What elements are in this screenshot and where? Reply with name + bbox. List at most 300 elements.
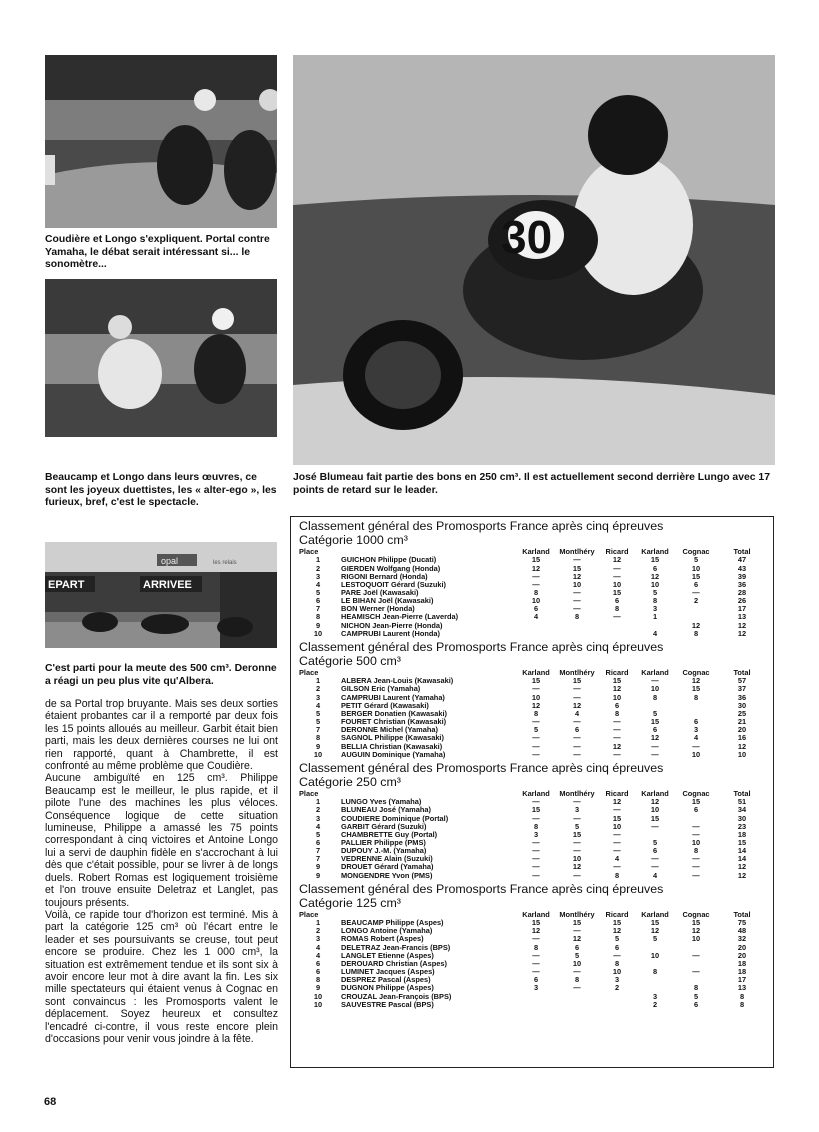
table-row <box>299 589 767 597</box>
points-cell: — <box>692 951 700 960</box>
rider-cell: COUDIERE Dominique (Portal) <box>341 814 449 823</box>
points-cell: 10 <box>691 564 701 573</box>
standings-section <box>299 519 767 638</box>
header-cell: Karland <box>641 910 669 919</box>
rider-cell: CROUZAL Jean-François (BPS) <box>341 992 452 1001</box>
points-cell: 10 <box>691 750 701 759</box>
points-cell: 15 <box>612 919 622 928</box>
rider-cell: CAMPRUBI Laurent (Yamaha) <box>341 693 445 702</box>
points-cell: 6 <box>533 976 539 985</box>
points-cell: 15 <box>691 919 701 928</box>
points-cell: 2 <box>693 597 699 606</box>
article-text <box>45 698 278 1045</box>
points-cell: 4 <box>533 613 539 622</box>
place-cell: 3 <box>315 935 321 944</box>
points-cell: — <box>651 750 659 759</box>
points-cell: 12 <box>612 798 622 807</box>
total-cell: 32 <box>737 935 747 944</box>
rider-cell: FOURET Christian (Kawasaki) <box>341 718 447 727</box>
table-row <box>299 855 767 863</box>
points-cell: — <box>532 572 540 581</box>
standings-title: Classement général des Promosports France après cinq épreuves <box>299 519 664 533</box>
points-cell: 12 <box>650 798 660 807</box>
points-cell: 12 <box>650 927 660 936</box>
caption-mid-left: Beaucamp et Longo dans leurs œuvres, ce sont les joyeux duettistes, les « alter-ego », les furieux, bref, c'est le spectacle. <box>45 472 277 509</box>
points-cell: 6 <box>693 718 699 727</box>
rider-cell: DUGNON Philippe (Aspes) <box>341 984 434 993</box>
caption-top-left: Coudière et Longo s'expliquent. Portal contre Yamaha, le débat serait intéressant si... le sonomètre... <box>45 234 270 271</box>
points-cell: 12 <box>650 734 660 743</box>
table-row <box>299 718 767 726</box>
header-cell: Karland <box>641 669 669 678</box>
points-cell <box>555 622 599 630</box>
place-cell: 1 <box>315 677 321 686</box>
points-cell: — <box>651 677 659 686</box>
points-cell: 15 <box>572 830 582 839</box>
total-cell: 26 <box>737 597 747 606</box>
standings-section <box>299 640 767 759</box>
place-cell: 7 <box>315 847 321 856</box>
table-row <box>299 556 767 564</box>
standings-table <box>299 790 767 880</box>
total-cell: 12 <box>737 629 747 638</box>
points-cell: — <box>692 968 700 977</box>
points-cell: — <box>532 951 540 960</box>
points-cell: 4 <box>693 734 699 743</box>
rider-cell: DUPOUY J.-M. (Yamaha) <box>341 847 427 856</box>
points-cell <box>675 960 717 968</box>
points-cell: 3 <box>614 976 620 985</box>
place-cell: 7 <box>315 605 321 614</box>
points-cell: 3 <box>574 806 580 815</box>
standings-section <box>299 882 767 1009</box>
banner-opal: opal <box>161 556 179 566</box>
total-cell: 18 <box>737 968 747 977</box>
points-cell: 4 <box>614 855 620 864</box>
table-row <box>299 839 767 847</box>
points-cell <box>635 944 675 952</box>
total-cell: 20 <box>737 943 747 952</box>
points-cell: 8 <box>574 613 580 622</box>
header-place: Place <box>299 669 319 678</box>
place-cell: 2 <box>315 927 321 936</box>
header-cell: Karland <box>522 548 550 557</box>
place-cell: 9 <box>315 984 321 993</box>
header-rider <box>337 911 517 919</box>
points-cell: 10 <box>572 855 582 864</box>
place-cell: 3 <box>315 693 321 702</box>
points-cell <box>555 1001 599 1009</box>
points-cell: — <box>613 726 621 735</box>
points-cell: — <box>573 588 581 597</box>
points-cell: 10 <box>691 838 701 847</box>
points-cell: 4 <box>652 871 658 880</box>
total-cell: 14 <box>737 847 747 856</box>
header-cell: Karland <box>641 790 669 799</box>
total-cell: 18 <box>737 959 747 968</box>
rider-cell: GARBIT Gérard (Suzuki) <box>341 822 427 831</box>
points-cell: 6 <box>614 597 620 606</box>
points-cell: 5 <box>574 822 580 831</box>
table-row <box>299 919 767 927</box>
points-cell: — <box>651 742 659 751</box>
header-place: Place <box>299 910 319 919</box>
photo-blumeau-main <box>293 55 775 465</box>
place-cell: 4 <box>315 943 321 952</box>
header-rider <box>337 669 517 677</box>
total-cell: 39 <box>737 572 747 581</box>
points-cell: 6 <box>614 943 620 952</box>
points-cell: — <box>613 951 621 960</box>
points-cell: 5 <box>652 838 658 847</box>
rider-cell: DERONNE Michel (Yamaha) <box>341 726 438 735</box>
place-cell: 7 <box>315 726 321 735</box>
rider-cell: SAGNOL Philippe (Kawasaki) <box>341 734 444 743</box>
points-cell: — <box>573 838 581 847</box>
place-cell: 6 <box>315 597 321 606</box>
points-cell <box>517 622 555 630</box>
points-cell <box>599 622 635 630</box>
total-cell: 13 <box>737 984 747 993</box>
table-row <box>299 630 767 638</box>
points-cell: 10 <box>691 935 701 944</box>
total-cell: 36 <box>737 580 747 589</box>
points-cell: — <box>573 968 581 977</box>
points-cell <box>675 702 717 710</box>
standings-title: Classement général des Promosports France après cinq épreuves <box>299 639 664 654</box>
points-cell: 15 <box>531 806 541 815</box>
points-cell <box>675 944 717 952</box>
rider-cell: LESTOQUOIT Gérard (Suzuki) <box>341 580 446 589</box>
points-cell: — <box>613 863 621 872</box>
header-cell: Karland <box>522 790 550 799</box>
points-cell: 10 <box>572 959 582 968</box>
points-cell <box>635 702 675 710</box>
rider-cell: GIERDEN Wolfgang (Honda) <box>341 564 441 573</box>
points-cell: 6 <box>693 580 699 589</box>
table-row <box>299 952 767 960</box>
table-header-row <box>299 669 767 677</box>
place-cell: 9 <box>315 621 321 630</box>
points-cell: 15 <box>691 685 701 694</box>
total-cell: 47 <box>737 556 747 565</box>
table-row <box>299 993 767 1001</box>
place-cell: 8 <box>315 976 321 985</box>
table-row <box>299 831 767 839</box>
total-cell: 12 <box>737 621 747 630</box>
header-cell: Total <box>733 910 751 919</box>
photo-two-riders-duel <box>45 279 277 437</box>
points-cell: — <box>692 742 700 751</box>
header-place: Place <box>299 790 319 799</box>
points-cell: — <box>613 847 621 856</box>
table-row <box>299 726 767 734</box>
points-cell: 8 <box>652 597 658 606</box>
table-row <box>299 565 767 573</box>
table-header-row <box>299 790 767 798</box>
page-number: 68 <box>44 1096 57 1108</box>
points-cell: 3 <box>652 605 658 614</box>
points-cell: 3 <box>533 984 539 993</box>
total-cell: 48 <box>737 927 747 936</box>
rider-cell: BELLIA Christian (Kawasaki) <box>341 742 443 751</box>
points-cell: — <box>532 871 540 880</box>
points-cell: 5 <box>574 951 580 960</box>
place-cell: 1 <box>315 556 321 565</box>
points-cell: 10 <box>612 580 622 589</box>
points-cell: 10 <box>531 597 541 606</box>
points-cell: 15 <box>612 814 622 823</box>
points-cell: 12 <box>612 927 622 936</box>
place-cell: 5 <box>315 709 321 718</box>
table-row <box>299 573 767 581</box>
points-cell: — <box>573 685 581 694</box>
points-cell: 15 <box>531 677 541 686</box>
standings-box <box>290 516 774 1068</box>
points-cell: 8 <box>652 968 658 977</box>
points-cell <box>517 993 555 1001</box>
header-cell: Cognac <box>682 669 710 678</box>
points-cell: 8 <box>614 871 620 880</box>
points-cell: — <box>651 863 659 872</box>
points-cell: 3 <box>533 830 539 839</box>
points-cell: 10 <box>650 951 660 960</box>
rider-cell: ALBERA Jean-Louis (Kawasaki) <box>341 677 454 686</box>
points-cell: 1 <box>652 613 658 622</box>
points-cell <box>635 960 675 968</box>
place-cell: 1 <box>315 798 321 807</box>
total-cell: 13 <box>737 613 747 622</box>
total-cell: 17 <box>737 605 747 614</box>
total-cell: 51 <box>737 798 747 807</box>
place-cell: 5 <box>315 718 321 727</box>
rider-cell: DROUET Gérard (Yamaha) <box>341 863 434 872</box>
points-cell <box>635 984 675 992</box>
place-cell: 10 <box>313 992 323 1001</box>
points-cell: 12 <box>572 863 582 872</box>
points-cell: 8 <box>693 847 699 856</box>
points-cell: 12 <box>650 572 660 581</box>
points-cell: 10 <box>650 806 660 815</box>
standings-title: Classement général des Promosports France après cinq épreuves <box>299 760 664 775</box>
rider-cell: MONGENDRE Yvon (PMS) <box>341 871 433 880</box>
header-rider <box>337 790 517 798</box>
header-cell: Cognac <box>682 910 710 919</box>
points-cell: 6 <box>574 726 580 735</box>
points-cell: — <box>532 959 540 968</box>
rider-cell: LUNGO Yves (Yamaha) <box>341 798 422 807</box>
rider-cell: SAUVESTRE Pascal (BPS) <box>341 1000 434 1009</box>
points-cell: 8 <box>533 709 539 718</box>
points-cell: 10 <box>572 580 582 589</box>
points-cell: — <box>532 847 540 856</box>
rider-cell: BON Werner (Honda) <box>341 605 415 614</box>
place-cell: 9 <box>315 871 321 880</box>
table-row <box>299 685 767 693</box>
rider-cell: DELETRAZ Jean-Francis (BPS) <box>341 943 451 952</box>
table-row <box>299 806 767 814</box>
rider-cell: LUMINET Jacques (Aspes) <box>341 968 435 977</box>
rider-cell: CAMPRUBI Laurent (Honda) <box>341 629 440 638</box>
points-cell: 8 <box>533 822 539 831</box>
points-cell: 4 <box>574 709 580 718</box>
points-cell: — <box>692 863 700 872</box>
total-cell: 14 <box>737 855 747 864</box>
caption-main: José Blumeau fait partie des bons en 250 cm³. Il est actuellement second derrière Lungo avec 17 points de retard sur le leader. <box>293 472 770 496</box>
header-cell: Montlhéry <box>559 790 595 799</box>
points-cell: 8 <box>614 605 620 614</box>
points-cell: — <box>573 734 581 743</box>
place-cell: 6 <box>315 838 321 847</box>
total-cell: 30 <box>737 701 747 710</box>
standings-title: Classement général des Promosports France après cinq épreuves <box>299 881 664 896</box>
total-cell: 20 <box>737 951 747 960</box>
points-cell <box>517 630 555 638</box>
header-cell: Cognac <box>682 548 710 557</box>
points-cell: 15 <box>650 814 660 823</box>
points-cell: 15 <box>691 798 701 807</box>
table-row <box>299 976 767 984</box>
total-cell: 25 <box>737 709 747 718</box>
place-cell: 9 <box>315 742 321 751</box>
rider-cell: AUGUIN Dominique (Yamaha) <box>341 750 446 759</box>
points-cell: 8 <box>533 588 539 597</box>
place-cell: 3 <box>315 572 321 581</box>
points-cell: — <box>613 564 621 573</box>
bike-number: 30 <box>501 211 553 263</box>
header-cell: Montlhéry <box>559 669 595 678</box>
place-cell: 2 <box>315 685 321 694</box>
points-cell: 12 <box>531 927 541 936</box>
points-cell: 5 <box>693 992 699 1001</box>
points-cell <box>517 1001 555 1009</box>
points-cell <box>599 630 635 638</box>
points-cell <box>599 993 635 1001</box>
header-cell: Karland <box>641 548 669 557</box>
article-paragraph: Voilà, ce rapide tour d'horizon est terminé. Mis à part la catégorie 125 cm³ où l'écart entre le leader et ses poursuivants se creuse, tout peut encore se produire. Chez les 1 000 cm³, la situation est extrêmement tendue et ils sont six à avoir encore leur mot à dire avant la fin. Les six mille spectateurs qui étaient venus à Cognac en sont convaincus : les Promosports valent le déplacement. Soyez heureux et consultez l'encadré ci-contre, il vous reste encore plein d'occasions pour venir vous joindre à la fête. <box>45 908 278 1045</box>
total-cell: 43 <box>737 564 747 573</box>
points-cell: — <box>613 572 621 581</box>
rider-cell: BERGER Donatien (Kawasaki) <box>341 709 447 718</box>
points-cell: — <box>692 871 700 880</box>
points-cell <box>635 976 675 984</box>
table-header-row <box>299 548 767 556</box>
table-row <box>299 823 767 831</box>
points-cell: 15 <box>650 718 660 727</box>
standings-table <box>299 669 767 759</box>
table-row <box>299 935 767 943</box>
points-cell: 12 <box>572 701 582 710</box>
header-cell: Total <box>733 790 751 799</box>
points-cell: 8 <box>533 943 539 952</box>
table-row <box>299 734 767 742</box>
points-cell: — <box>573 927 581 936</box>
points-cell: 15 <box>531 556 541 565</box>
table-row <box>299 815 767 823</box>
points-cell: 8 <box>693 693 699 702</box>
points-cell: — <box>651 855 659 864</box>
place-cell: 10 <box>313 750 323 759</box>
points-cell: 8 <box>574 976 580 985</box>
rider-cell: NICHON Jean-Pierre (Honda) <box>341 621 443 630</box>
table-header-row <box>299 911 767 919</box>
points-cell: 12 <box>612 556 622 565</box>
table-row <box>299 613 767 621</box>
total-cell: 10 <box>737 750 747 759</box>
points-cell: 15 <box>650 919 660 928</box>
total-cell: 57 <box>737 677 747 686</box>
points-cell: 10 <box>612 822 622 831</box>
points-cell: 15 <box>691 572 701 581</box>
place-cell: 5 <box>315 588 321 597</box>
place-cell: 9 <box>315 863 321 872</box>
points-cell: 8 <box>614 709 620 718</box>
table-row <box>299 597 767 605</box>
total-cell: 23 <box>737 822 747 831</box>
standings-category: Catégorie 500 cm³ <box>299 654 401 669</box>
points-cell: 12 <box>691 621 701 630</box>
points-cell: 10 <box>612 968 622 977</box>
total-cell: 12 <box>737 863 747 872</box>
points-cell: — <box>532 814 540 823</box>
points-cell: — <box>613 830 621 839</box>
place-cell: 8 <box>315 613 321 622</box>
points-cell: — <box>692 855 700 864</box>
table-row <box>299 798 767 806</box>
article-paragraph: de sa Portal trop bruyante. Mais ses deux sorties étaient probantes car il a remporté par deux fois les 15 points alloués au meilleur. Garbit était bien parti, mais les deux dernières courses ne lui ont rien rapporté, quant à Chambrette, il est confronté au même problème que Coudière. <box>45 698 278 773</box>
rider-cell: PETIT Gérard (Kawasaki) <box>341 701 429 710</box>
points-cell: 10 <box>531 693 541 702</box>
points-cell: — <box>613 806 621 815</box>
standings-section <box>299 761 767 880</box>
points-cell: — <box>573 718 581 727</box>
total-cell: 18 <box>737 830 747 839</box>
points-cell: 5 <box>652 935 658 944</box>
sign-arrivee: ARRIVEE <box>143 579 192 591</box>
points-cell: 12 <box>572 572 582 581</box>
rider-cell: DEROUARD Christian (Aspes) <box>341 959 447 968</box>
points-cell: 6 <box>574 943 580 952</box>
place-cell: 4 <box>315 951 321 960</box>
sign-depart: EPART <box>48 579 85 591</box>
rider-cell: BEAUCAMP Philippe (Aspes) <box>341 919 444 928</box>
total-cell: 12 <box>737 742 747 751</box>
points-cell: 15 <box>572 564 582 573</box>
points-cell: 2 <box>652 1000 658 1009</box>
points-cell: 15 <box>612 588 622 597</box>
points-cell: — <box>573 750 581 759</box>
rider-cell: BLUNEAU José (Yamaha) <box>341 806 431 815</box>
points-cell: — <box>573 871 581 880</box>
points-cell: 15 <box>531 919 541 928</box>
rider-cell: LONGO Antoine (Yamaha) <box>341 927 433 936</box>
place-cell: 8 <box>315 734 321 743</box>
points-cell: 2 <box>614 984 620 993</box>
points-cell: — <box>532 798 540 807</box>
points-cell: — <box>692 588 700 597</box>
table-row <box>299 622 767 630</box>
points-cell: 12 <box>531 701 541 710</box>
total-cell: 17 <box>737 976 747 985</box>
header-cell: Karland <box>522 910 550 919</box>
table-row <box>299 1001 767 1009</box>
place-cell: 4 <box>315 822 321 831</box>
total-cell: 30 <box>737 814 747 823</box>
points-cell: 3 <box>652 992 658 1001</box>
points-cell <box>675 976 717 984</box>
points-cell: — <box>613 750 621 759</box>
header-cell: Ricard <box>605 790 629 799</box>
